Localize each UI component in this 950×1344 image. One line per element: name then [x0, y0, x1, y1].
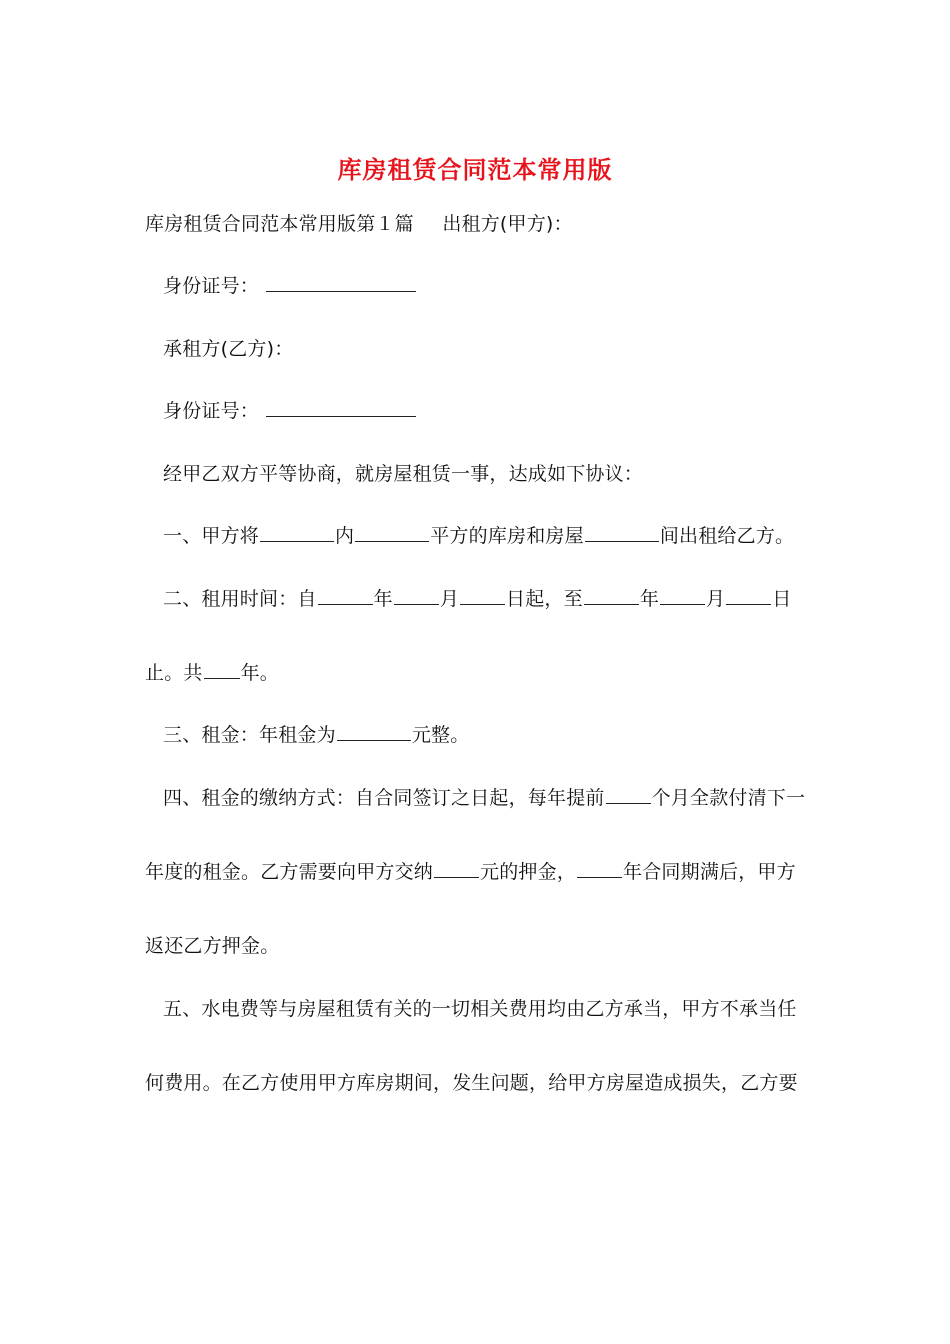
- clause-1-text: 平方的库房和房屋: [430, 525, 584, 547]
- clause-4-line-3: 返还乙方押金。: [145, 935, 280, 957]
- party-a-label: 出租方(甲方)：: [442, 213, 573, 235]
- intro-lead: 库房租赁合同范本常用版第１篇: [145, 213, 414, 235]
- blank: [318, 586, 373, 605]
- clause-3: [163, 722, 469, 748]
- blank: [660, 586, 705, 605]
- blank: [355, 523, 429, 542]
- id-line-a: [163, 273, 417, 299]
- clause-1-text: 间出租给乙方。: [659, 525, 795, 547]
- clause-2-line-1: [163, 586, 791, 612]
- blank: [584, 586, 639, 605]
- clause-2-text: 止。共: [145, 662, 203, 684]
- blank: [460, 586, 505, 605]
- clause-2-line-2: [145, 660, 279, 686]
- id-blank-b: [266, 398, 416, 417]
- id-line-b: [163, 398, 417, 424]
- clause-1-text: 一、甲方将: [163, 525, 260, 547]
- clause-1-text: 内: [335, 525, 355, 547]
- clause-5-line-1: 五、水电费等与房屋租赁有关的一切相关费用均由乙方承当，甲方不承当任: [163, 998, 797, 1020]
- party-b-label: 承租方(乙方)：: [163, 338, 294, 360]
- clause-3-text: 三、租金：年租金为: [163, 724, 336, 746]
- blank: [726, 586, 771, 605]
- clause-2-text: 年: [639, 588, 660, 610]
- clause-2-text: 年。: [240, 662, 280, 684]
- clause-4-line-2: [145, 859, 796, 885]
- clause-3-text: 元整。: [411, 724, 470, 746]
- clause-5-line-2: 何费用。在乙方使用甲方库房期间，发生问题，给甲方房屋造成损失，乙方要: [145, 1072, 798, 1094]
- id-label-a: 身份证号：: [163, 275, 260, 297]
- clause-2-text: 月: [706, 588, 726, 610]
- intro-line: [145, 211, 573, 237]
- clause-4-text: 年合同期满后，甲方: [623, 861, 796, 883]
- blank: [394, 586, 439, 605]
- clause-4-text: 元的押金，: [480, 861, 577, 883]
- clause-2-text: 二、租用时间：自: [163, 588, 317, 610]
- id-label-b: 身份证号：: [163, 400, 260, 422]
- clause-2-text: 月: [439, 588, 460, 610]
- clause-4-text: 四、租金的缴纳方式：自合同签订之日起，每年提前: [163, 787, 605, 809]
- document-title: 库房租赁合同范本常用版: [337, 155, 613, 184]
- id-blank-a: [266, 273, 416, 292]
- preamble: 经甲乙双方平等协商，就房屋租赁一事，达成如下协议：: [163, 463, 644, 485]
- clause-2-text: 年: [373, 588, 393, 610]
- blank: [337, 722, 411, 741]
- blank: [577, 859, 622, 878]
- clause-4-text: 年度的租金。乙方需要向甲方交纳: [145, 861, 434, 883]
- clause-1: [163, 523, 794, 549]
- blank: [260, 523, 334, 542]
- clause-4-text: 个月全款付清下一: [651, 787, 806, 809]
- blank: [204, 660, 240, 679]
- clause-2-text: 日起，至: [506, 588, 583, 610]
- blank: [585, 523, 659, 542]
- blank: [434, 859, 479, 878]
- clause-2-text: 日: [772, 588, 792, 610]
- blank: [606, 785, 651, 804]
- clause-4-line-1: [163, 785, 805, 811]
